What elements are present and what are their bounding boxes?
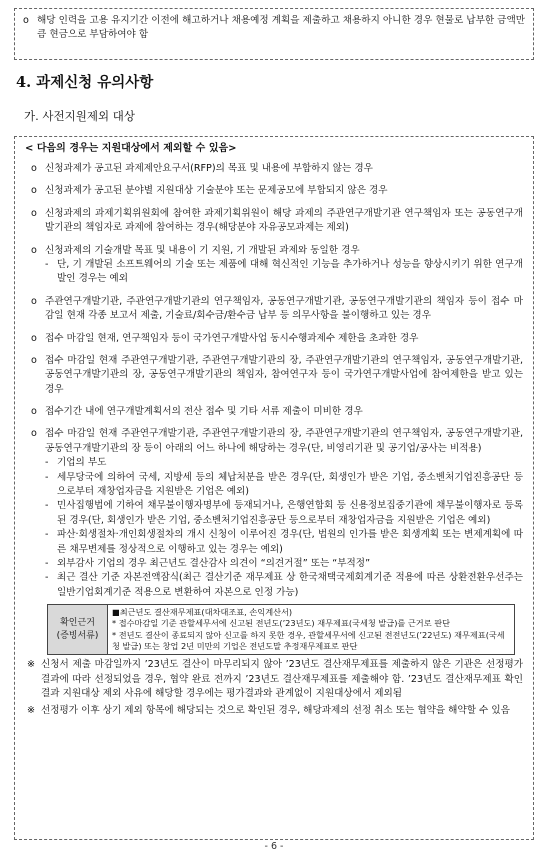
top-note-text: 해당 인력을 고용 유지기간 이전에 해고하거나 채용예정 계획을 제출하고 채용하지 아니한 경우 현물로 납부한 금액만큼 현금으로 부담하여야 함 <box>37 15 525 41</box>
item-text: 신청과제가 공고된 분야별 지원대상 기술분야 또는 문제공모에 부합되지 않은 경우 <box>45 185 388 197</box>
note-item <box>25 658 523 701</box>
proof-line: * 접수마감일 기준 관할세무서에 신고된 전년도(’23년도) 재무제표(국세청 발급)를 근거로 판단 <box>112 618 451 629</box>
proof-documents-table <box>47 604 515 655</box>
list-item <box>25 244 523 287</box>
list-item <box>25 295 523 324</box>
list-item <box>25 354 523 397</box>
item-text: 접수기간 내에 연구개발계획서의 전산 접수 및 기타 서류 제출이 미비한 경우 <box>45 406 363 418</box>
list-item <box>25 184 523 198</box>
list-item <box>25 207 523 236</box>
sub-title: 가. 사전지원제외 대상 <box>24 109 135 123</box>
item-text: 접수 마감일 현재 주관연구개발기관, 주관연구개발기관의 장, 주관연구개발기관의 연구책임자, 공동연구개발기관, 공동연구개발기관의 장, 공동연구개발기관의 책임자, 참여연구자 등이 국가연구개발사업에 참여제한을 받고 있는 경우 <box>45 354 523 395</box>
bullet-mark: o <box>31 354 37 366</box>
sub-item <box>25 471 523 500</box>
sub-item <box>25 456 523 470</box>
proof-line: * 전년도 결산이 종료되지 않아 신고를 하지 못한 경우, 관할세무서에 신고된 전전년도(’22년도) 재무제표(국세청 발급) 또는 창업 2년 미만의 기업은 전년도말 추정재무제표로 판단 <box>112 629 505 652</box>
item-text: 신청과제가 공고된 과제제안요구서(RFP)의 목표 및 내용에 부합하지 않는 경우 <box>45 163 373 174</box>
sub-item-text: 외부감사 기업의 경우 최근년도 결산감사 의견이 “의견거절” 또는 “부적정” <box>57 557 371 569</box>
bullet-mark: o <box>31 207 37 219</box>
proof-label-cell <box>48 605 108 655</box>
dash-mark: - <box>45 572 49 584</box>
sub-item-text: 최근 결산 기준 자본전액잠식(최근 결산기준 재무제표 상 한국채택국제회계기준 적용에 따른 상환전환우선주는 일반기업회계기준 적용으로 변환하여 자본으로 인정 가능) <box>57 572 523 598</box>
item-text: 신청과제의 기술개발 목표 및 내용이 기 지원, 기 개발된 과제와 동일한 경우 <box>45 244 360 256</box>
sub-item-text: 기업의 부도 <box>57 457 107 469</box>
bullet-mark: o <box>31 332 37 344</box>
bullet-mark: o <box>31 163 37 174</box>
item-text: 접수 마감일 현재 주관연구개발기관, 주관연구개발기관의 장, 주관연구개발기관의 연구책임자, 공동연구개발기관, 공동연구개발기관의 장 등이 아래의 어느 하나에 해당하는 경우(단, 비영리기관 및 공기업/공사는 비적용) <box>45 428 523 454</box>
exclusion-criteria-box <box>14 136 534 840</box>
bullet-mark: o <box>31 295 37 307</box>
proof-label-line: (증빙서류) <box>56 630 99 641</box>
sub-item-text: 파산·회생절차·개인회생절차의 개시 신청이 이루어진 경우(단, 법원의 인가를 받은 회생계획 또는 변제계획에 따른 채무변제를 정상적으로 이행하고 있는 경우는 예외) <box>57 529 523 555</box>
dash-mark: - <box>45 500 49 512</box>
dash-mark: - <box>45 258 49 270</box>
bullet-mark: o <box>31 185 37 197</box>
bullet-mark: o <box>31 428 37 440</box>
item-text: 접수 마감일 현재, 연구책임자 등이 국가연구개발사업 동시수행과제수 제한을 초과한 경우 <box>45 332 419 344</box>
note-mark: ※ <box>27 659 36 671</box>
top-note-box <box>14 8 534 60</box>
bullet-mark: o <box>31 406 37 418</box>
list-item <box>25 332 523 346</box>
bullet-mark: o <box>31 244 37 256</box>
note-mark: ※ <box>27 704 36 716</box>
bullet-mark: o <box>23 15 29 26</box>
sub-item <box>25 528 523 557</box>
dash-mark: - <box>45 557 49 569</box>
dash-mark: - <box>45 471 49 483</box>
section-title: 4. 과제신청 유의사항 <box>16 74 154 91</box>
sub-item <box>25 571 523 600</box>
sub-item-text: 세무당국에 의하여 국세, 지방세 등의 체납처분을 받은 경우(단, 회생인가 받은 기업, 중소벤처기업진흥공단 등으로부터 재창업자금을 지원받은 기업은 예외) <box>57 471 523 498</box>
list-item <box>25 405 523 419</box>
sub-item-text: 단, 기 개발된 소프트웨어의 기술 또는 제품에 대해 혁신적인 기능을 추가하거나 성능을 향상시키기 위한 연구개발인 경우는 예외 <box>57 258 523 285</box>
list-item <box>25 162 523 176</box>
top-note-item <box>23 14 525 43</box>
sub-item <box>25 258 523 287</box>
proof-content-cell <box>108 605 515 655</box>
note-item <box>25 704 523 718</box>
item-text: 신청과제의 과제기획위원회에 참여한 과제기획위원이 해당 과제의 주관연구개발기관 연구책임자 또는 공동연구개발기관의 책임자로 과제에 참여하는 경우(해당분야 자유공모과제는 제외) <box>45 207 523 234</box>
proof-label-line: 확인근거 <box>60 618 95 629</box>
sub-item <box>25 499 523 528</box>
page-number: - 6 - <box>264 841 284 852</box>
list-item <box>25 427 523 600</box>
note-text: 신청서 제출 마감일까지 ’23년도 결산이 마무리되지 않아 ’23년도 결산재무제표를 제출하지 않은 기관은 선정평가 결과에 따라 선정되었을 경우, 협약 완료 전까지 ’23년도 결산재무제표를 제출해야 함. ’23년도 결산재무제표 확인 결과 지원대상 제외 사유에 해당할 경우에는 평가결과와 관계없이 지원대상에서 제외됨 <box>41 659 523 700</box>
sub-item <box>25 557 523 571</box>
box-heading: < 다음의 경우는 지원대상에서 제외할 수 있음> <box>25 143 237 154</box>
note-text: 선정평가 이후 상기 제외 항목에 해당되는 것으로 확인된 경우, 해당과제의 선정 취소 또는 협약을 해약할 수 있음 <box>41 704 510 716</box>
proof-line: ■최근년도 결산재무제표(대차대조표, 손익계산서) <box>112 607 293 618</box>
dash-mark: - <box>45 529 49 541</box>
sub-item-text: 민사집행법에 기하여 채무불이행자명부에 등재되거나, 은행연합회 등 신용정보집중기관에 채무불이행자로 등록된 경우(단, 회생인가 받은 기업, 중소벤처기업진흥공단 등으로부터 재창업자금을 지원받은 기업은 예외) <box>57 500 523 526</box>
item-text: 주관연구개발기관, 주관연구개발기관의 연구책임자, 공동연구개발기관, 공동연구개발기관의 책임자 등이 접수 마감일 현재 각종 보고서 제출, 기술료/회수금/환수금 납부 등 의무사항을 불이행하고 있는 경우 <box>45 295 523 322</box>
dash-mark: - <box>45 457 49 469</box>
